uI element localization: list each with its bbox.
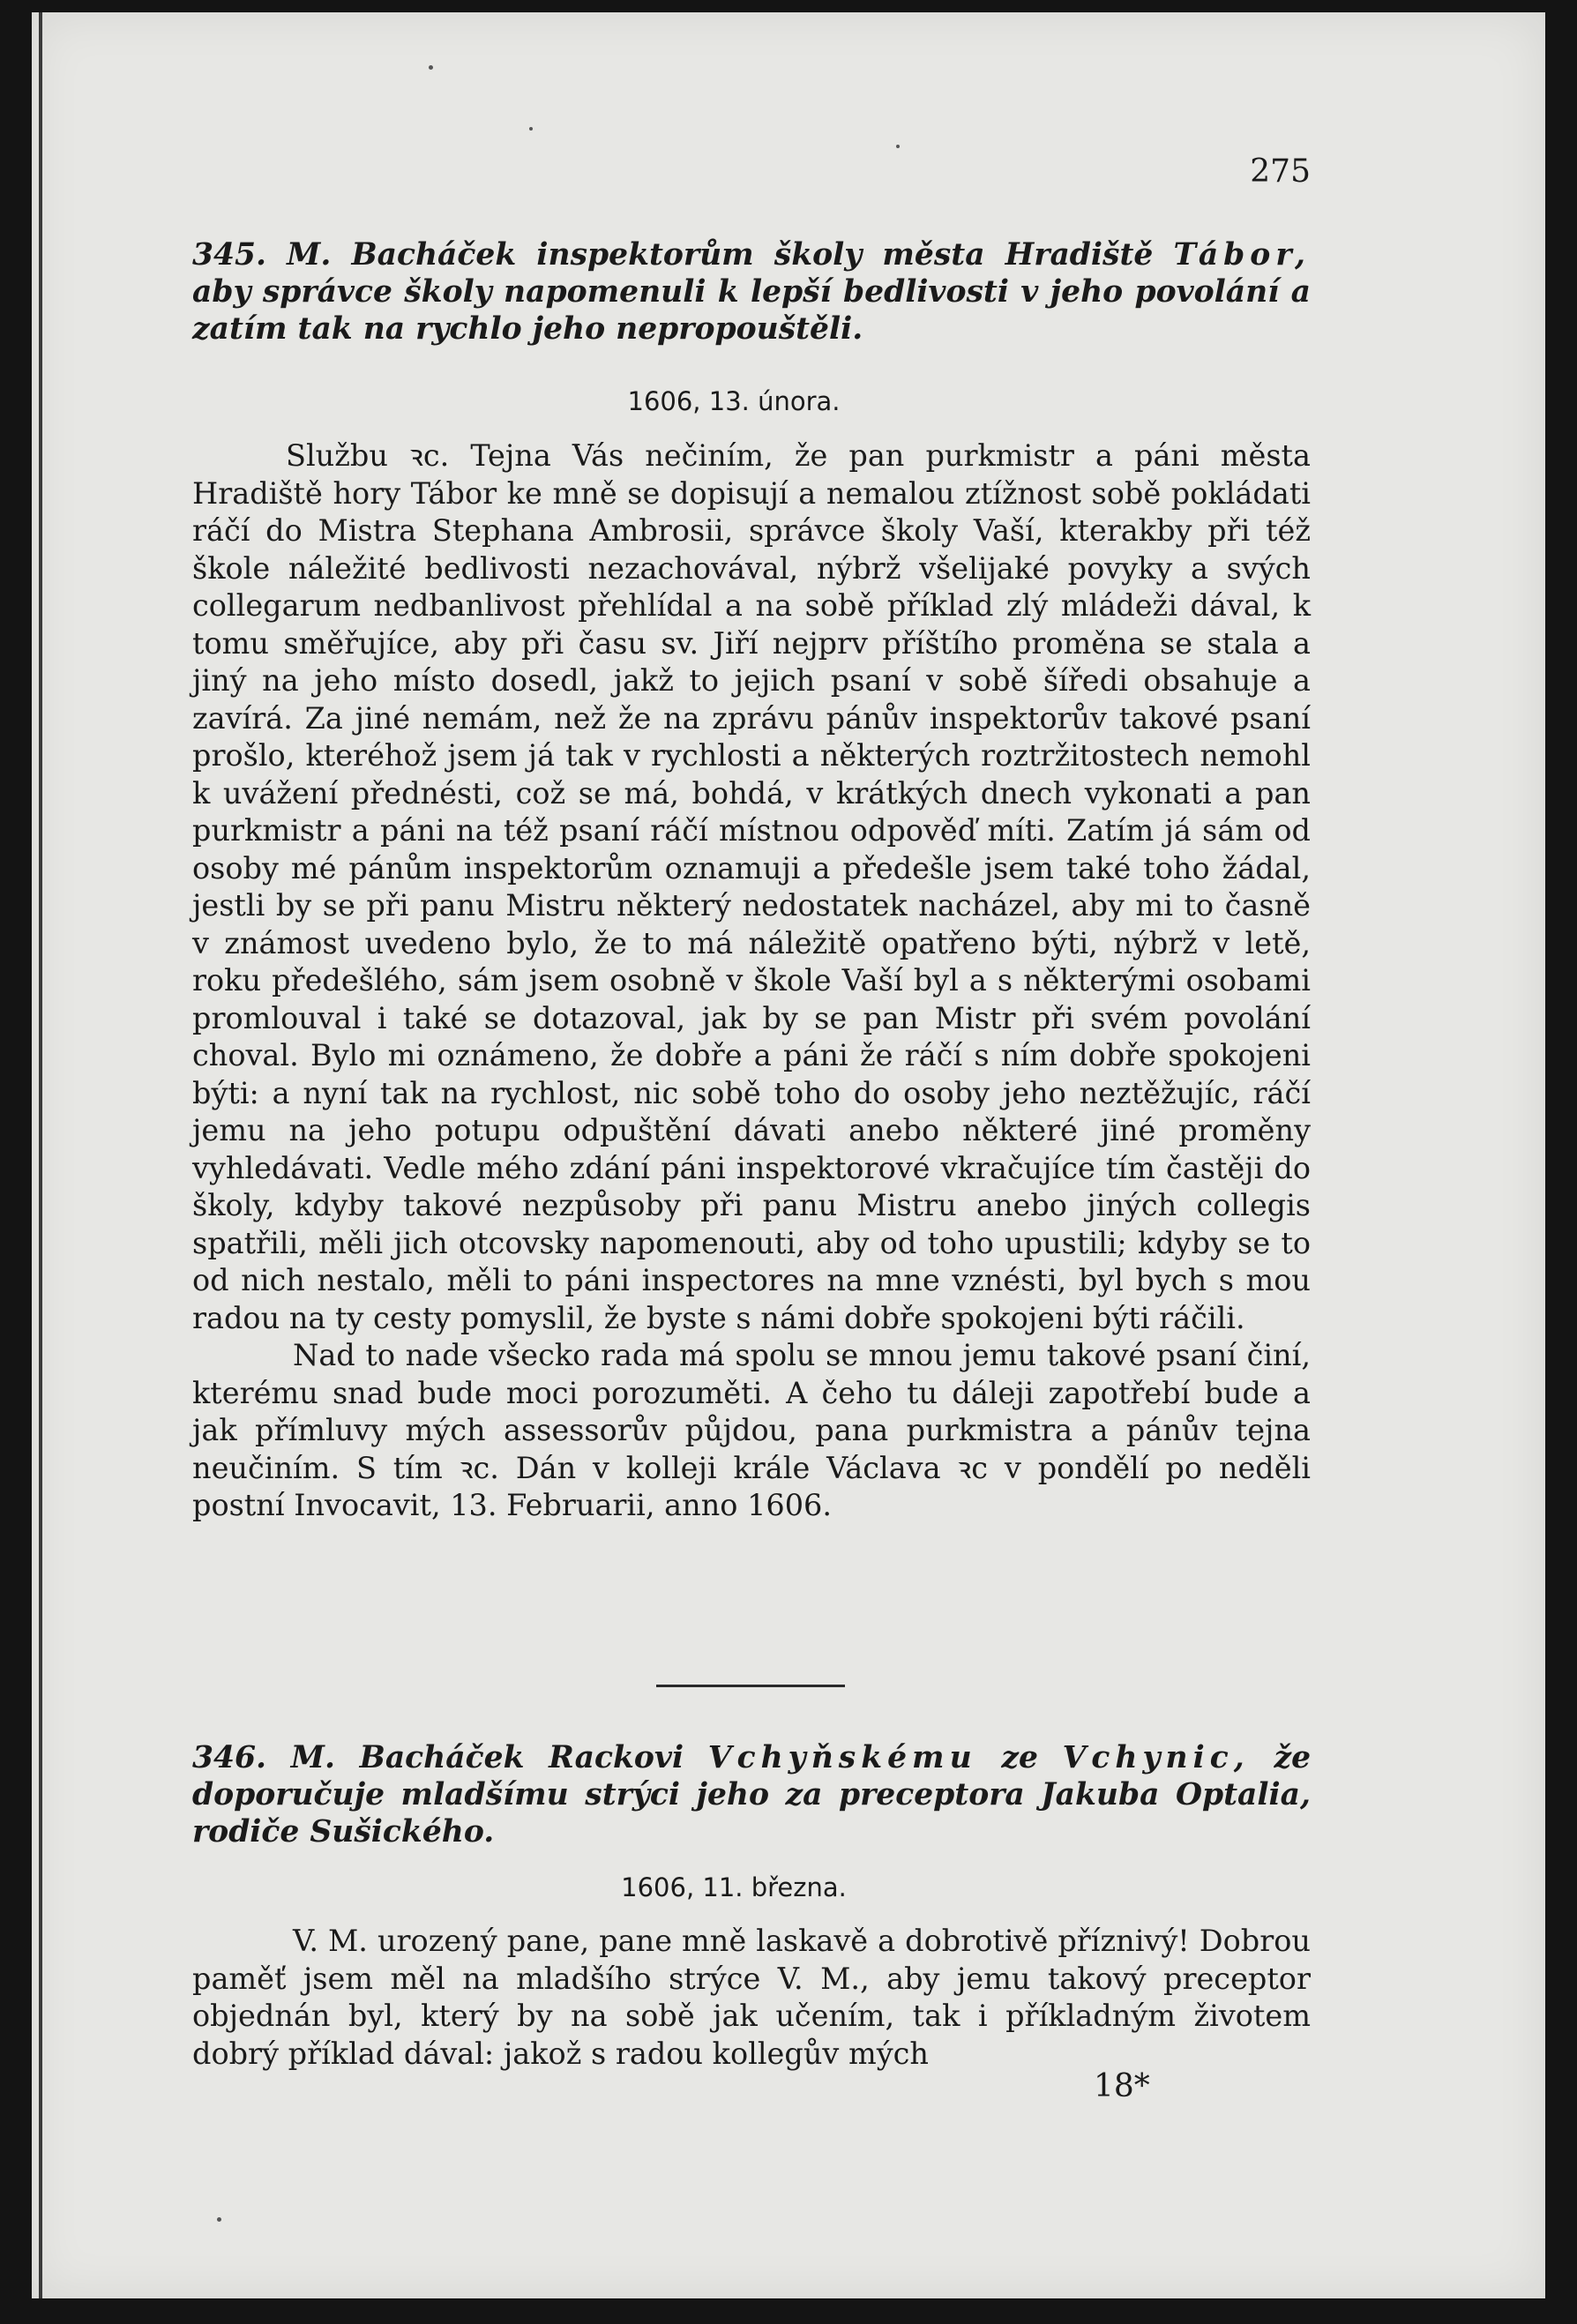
- scan-speck: [217, 2217, 221, 2222]
- letter-346-title-start: M. Bacháček Rackovi: [290, 1740, 684, 1775]
- letter-345-paragraph-1: Službu ꝛc. Tejna Vás nečiním, že pan purkmistr a páni města Hradiště hory Tábor ke mně se dopisují a nemalou ztížnost sobě pokládati ráčí do Mistra Stephana Ambrosii, správce školy Vaší, kterakby při též škole náležité bedlivosti nezachovával, nýbrž všelijaké povyky a svých collegarum nedbanlivost přehlídal a na sobě příklad zlý mládeži dával, k tomu směřujíce, aby při času sv. Jiří nejprv příštího proměna se stala a jiný na jeho místo dosedl, jakž to jejich psaní v sobě šíředi obsahuje a zavírá. Za jiné nemám, než že na zprávu pánův inspektorův takové psaní prošlo, kteréhož jsem já tak v rychlosti a některých roztržitostech nemohl k uvážení přednésti, což se má, bohdá, v krátkých dnech vykonati a pan purkmistr a páni na též psaní ráčí místnou odpověď míti. Zatím já sám od osoby mé pánům inspektorům oznamuji a předešle jsem také toho žádal, jestli by se při panu Mistru některý nedostatek nacházel, aby mi to časně v známost uvedeno bylo, že to má náležitě opatřeno býti, nýbrž v letě, roku předešlého, sám jsem osobně v škole Vaší byl a s některými osobami promlouval i také se dotazoval, jak by se pan Mistr při svém povolání choval. Bylo mi oznámeno, že dobře a páni že ráčí s ním dobře spokojeni býti: a nyní tak na rychlost, nic sobě toho do osoby jeho neztěžujíc, ráčí jemu na jeho potupu odpuštění dávati anebo některé jiné proměny vyhledávati. Vedle mého zdání páni inspektorové vkračujíce tím častěji do školy, kdyby takové nezpůsoby při panu Mistru anebo jiných collegis spatřili, měli jich otcovsky napomenouti, aby od toho upustili; kdyby se to od nich nestalo, měli to páni inspectores na mne vznésti, byl bych s mou radou na ty cesty pomyslil, že byste s námi dobře spokojeni býti ráčili.: [192, 438, 1311, 1335]
- letter-345-heading: [192, 236, 1311, 347]
- letter-346-paragraph-1: V. M. urozený pane, pane mně laskavě a dobrotivě příznivý! Dobrou paměť jsem měl na mladšího strýce V. M., aby jemu takový preceptor objednán byl, který by na sobě jak učením, tak i příkladným životem dobrý příklad dával: jakož s radou kollegův mých: [192, 1924, 1311, 2071]
- letter-346-number: 346.: [192, 1740, 267, 1775]
- signature-mark: 18*: [1094, 2068, 1150, 2104]
- scan-speck: [529, 127, 533, 131]
- letter-346-title-rest: že doporučuje mladšímu strýci jeho za preceptora Jakuba Optalia, rodiče Sušického.: [192, 1740, 1312, 1849]
- scan-speck: [429, 65, 433, 70]
- letter-345-title-start: M. Bacháček inspektorům školy města Hradiště: [287, 237, 1154, 273]
- letter-345-date: 1606, 13. února.: [627, 386, 841, 416]
- page-number: 275: [1250, 153, 1311, 190]
- letter-346-date: 1606, 11. března.: [621, 1872, 847, 1902]
- letter-345-title-place: Tábor,: [1173, 237, 1311, 273]
- letter-345-title-rest: aby správce školy napomenuli k lepší bedlivosti v jeho povolání a zatím tak na rychlo jeho nepropouštěli.: [192, 274, 1311, 347]
- letter-346-heading: [192, 1739, 1311, 1850]
- letter-346-title-mid: ze: [1001, 1740, 1038, 1775]
- letter-345-number: 345.: [192, 237, 267, 273]
- section-divider: [656, 1685, 845, 1687]
- page-edge-rule: [39, 12, 42, 2298]
- scan-speck: [896, 145, 900, 148]
- letter-346-body: [192, 1923, 1311, 2073]
- letter-345-body: [192, 437, 1311, 1525]
- letter-346-title-place: Vchynic,: [1062, 1740, 1250, 1775]
- letter-346-title-name: Vchyňskému: [707, 1740, 977, 1775]
- letter-345-paragraph-2: Nad to nade všecko rada má spolu se mnou jemu takové psaní činí, kterému snad bude moci porozuměti. A čeho tu dáleji zapotřebí bude a jak přímluvy mých assessorův půjdou, pana purkmistra a pánův tejna neučiním. S tím ꝛc. Dán v kolleji krále Václava ꝛc v pondělí po neděli postní Invocavit, 13. Februarii, anno 1606.: [192, 1338, 1311, 1522]
